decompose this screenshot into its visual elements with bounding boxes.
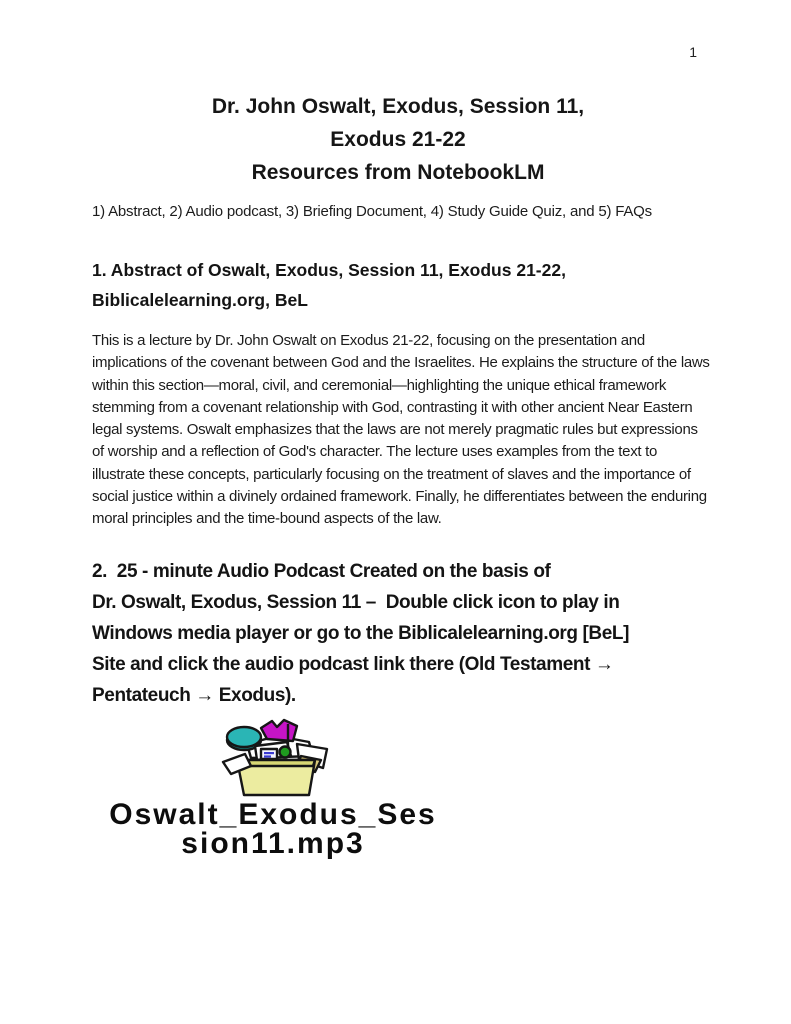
section1-heading [92, 255, 732, 315]
title-line-2: Exodus 21-22 [330, 128, 466, 151]
document-title [92, 90, 704, 189]
resource-list: 1) Abstract, 2) Audio podcast, 3) Briefing Document, 4) Study Guide Quiz, and 5) FAQs [92, 203, 652, 220]
section2-heading-line-1: 2. 25 - minute Audio Podcast Created on the basis of [92, 561, 551, 582]
mp3-filename-line-1: Oswalt_Exodus_Ses [109, 798, 437, 831]
page-number: 1 [689, 44, 697, 60]
section1-heading-line-2: Biblicalelearning.org, BeL [92, 290, 308, 310]
section2-heading-line-5: Pentateuch → Exodus). [92, 685, 296, 706]
mp3-attachment-object[interactable] [92, 716, 454, 858]
abstract-paragraph: This is a lecture by Dr. John Oswalt on Exodus 21-22, focusing on the presentation and implications of the covenant between God and the Israelites. He explains the structure of the laws within this section—moral, civil, and ceremonial—highlighting the unique ethical framework stemming from a covenant relationship with God, contrasting it with other ancient Near Eastern legal systems. Oswalt emphasizes that the laws are not merely pragmatic rules but expressions of worship and a reflection of God's character. The lecture uses examples from the text to illustrate these concepts, particularly focusing on the treatment of slaves and the importance of social justice within a divinely ordained framework. Finally, he differentiates between the enduring moral principles and the time-bound aspects of the law. [92, 332, 710, 528]
section1-heading-line-1: 1. Abstract of Oswalt, Exodus, Session 11, Exodus 21-22, [92, 260, 566, 280]
title-line-3: Resources from NotebookLM [251, 161, 545, 184]
section2-heading-line-2: Dr. Oswalt, Exodus, Session 11 – Double click icon to play in [92, 592, 620, 613]
section2-heading [92, 556, 732, 711]
title-line-1: Dr. John Oswalt, Exodus, Session 11, [211, 95, 585, 118]
mp3-filename-line-2: sion11.mp3 [181, 827, 365, 860]
section2-heading-line-4: Site and click the audio podcast link there (Old Testament → [92, 654, 614, 675]
mp3-filename-label [92, 800, 454, 858]
section2-heading-line-3: Windows media player or go to the Biblicalelearning.org [BeL] [92, 623, 630, 644]
media-package-icon[interactable] [217, 716, 329, 798]
